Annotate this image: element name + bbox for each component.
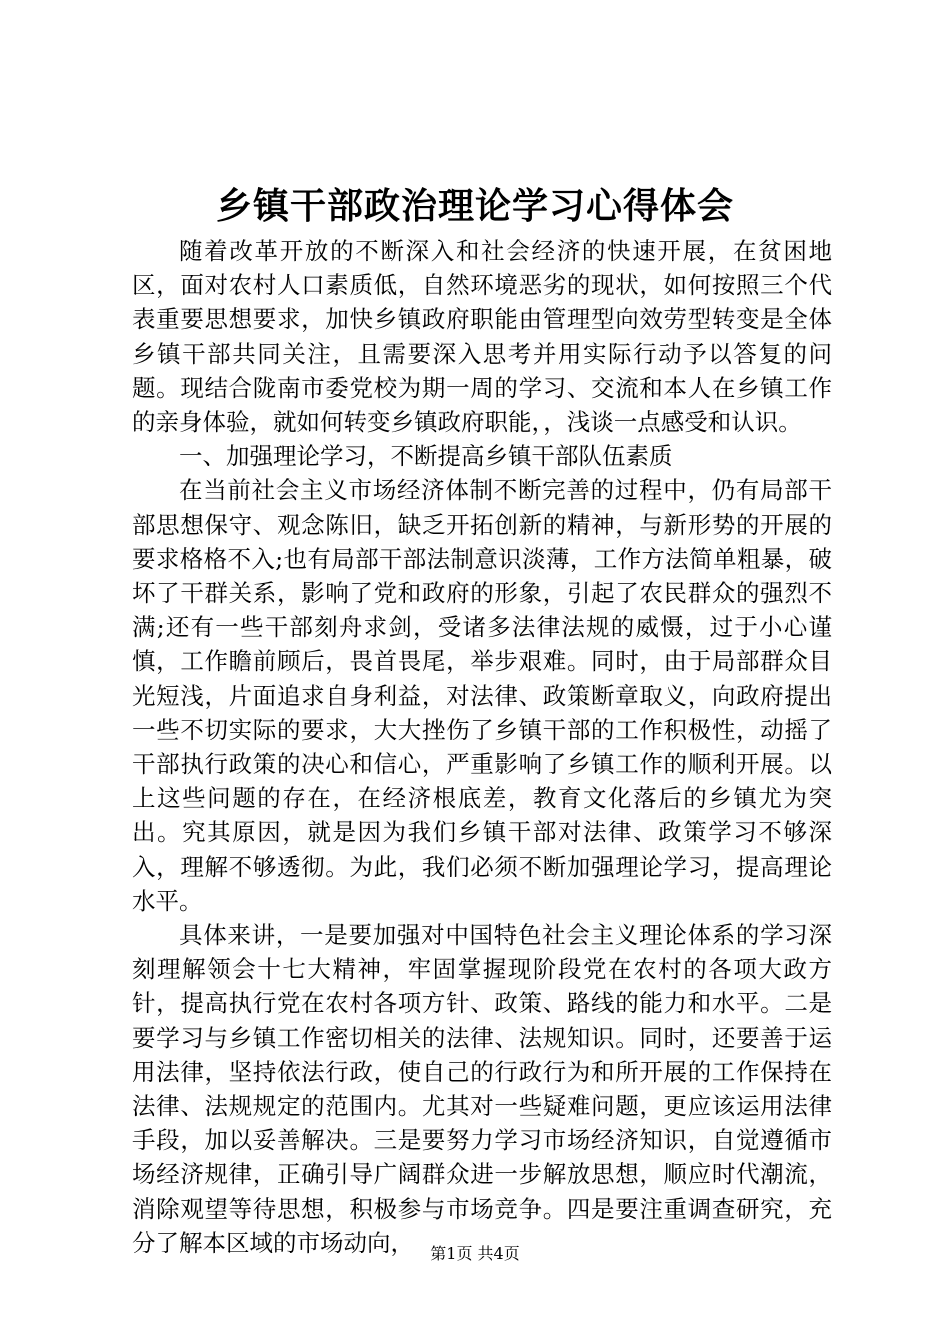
paragraph-intro: 随着改革开放的不断深入和社会经济的快速开展，在贫困地区，面对农村人口素质低，自然环境恶劣的现状，如何按照三个代表重要思想要求，加快乡镇政府职能由管理型向效劳型转变是全体乡镇干部共同关注，且需要深入思考并用实际行动予以答复的问题。现结合陇南市委党校为期一周的学习、交流和本人在乡镇工作的亲身体验，就如何转变乡镇政府职能，，浅谈一点感受和认识。: [132, 237, 832, 437]
page-title: 乡镇干部政治理论学习心得体会: [215, 185, 734, 227]
paragraph-problems: 在当前社会主义市场经济体制不断完善的过程中，仍有局部干部思想保守、观念陈旧，缺乏开拓创新的精神，与新形势的开展的要求格格不入;也有局部干部法制意识淡薄，工作方法简单粗暴，破坏了干群关系，影响了党和政府的形象，引起了农民群众的强烈不满;还有一些干部刻舟求剑，受诸多法律法规的威慑，过于小心谨慎，工作瞻前顾后，畏首畏尾，举步艰难。同时，由于局部群众目光短浅，片面追求自身利益，对法律、政策断章取义，向政府提出一些不切实际的要求，大大挫伤了乡镇干部的工作积极性，动摇了干部执行政策的决心和信心，严重影响了乡镇工作的顺利开展。以上这些问题的存在，在经济根底差，教育文化落后的乡镇尤为突出。究其原因，就是因为我们乡镇干部对法律、政策学习不够深入，理解不够透彻。为此，我们必须不断加强理论学习，提高理论水平。: [132, 476, 832, 915]
paragraph-specifics: 具体来讲，一是要加强对中国特色社会主义理论体系的学习深刻理解领会十七大精神，牢固掌握现阶段党在农村的各项大政方针，提高执行党在农村各项方针、政策、路线的能力和水平。二是要学习与乡镇工作密切相关的法律、法规知识。同时，还要善于运用法律，坚持依法行政，使自己的行政行为和所开展的工作保持在法律、法规规定的范围内。尤其对一些疑难问题，更应该运用法律手段，加以妥善解决。三是要努力学习市场经济知识，自觉遵循市场经济规律，正确引导广阔群众进一步解放思想，顺应时代潮流，消除观望等待思想，积极参与市场竞争。四是要注重调查研究，充分了解本区域的市场动向，: [132, 921, 832, 1257]
document-body: [132, 234, 832, 1260]
page-number: 第1页 共4页: [430, 1244, 520, 1263]
section-heading: 一、加强理论学习，不断提高乡镇干部队伍素质: [179, 442, 673, 471]
